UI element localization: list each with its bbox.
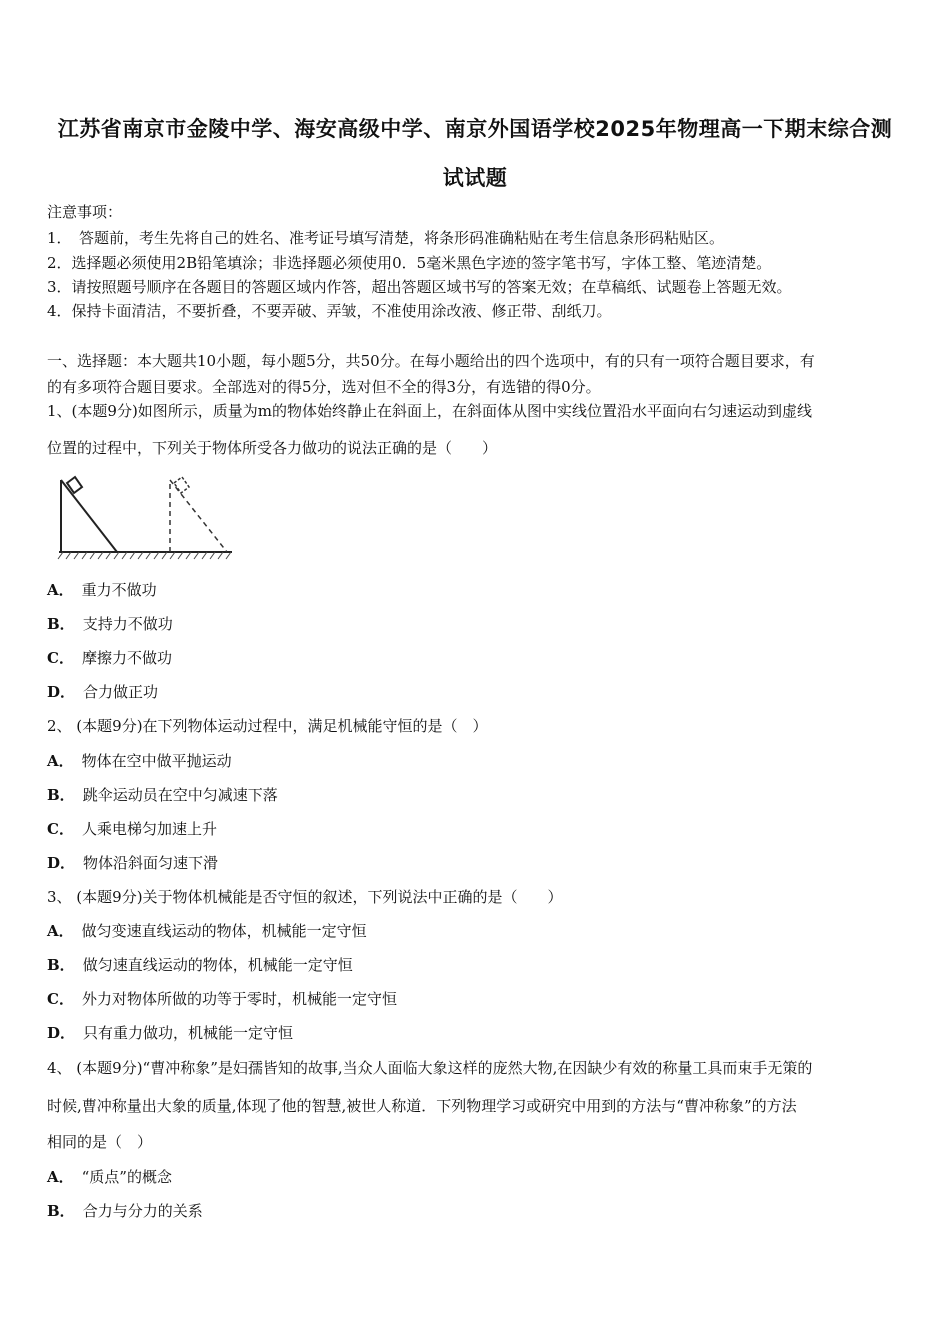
q1-stem-line-1: 1、(本题9分)如图所示，质量为m的物体始终静止在斜面上，在斜面体从图中实线位置沿水平面向右匀速运动到虚线 (47, 402, 813, 420)
q4-stem-line-1: 4、 (本题9分)“曹冲称象”是妇孺皆知的故事,当众人面临大象这样的庞然大物,在因缺少有效的称量工具而束手无策的 (47, 1059, 813, 1077)
q2-option-a: A． 物体在空中做平抛运动 (47, 752, 232, 770)
notice-item-3: 3．请按照题号顺序在各题目的答题区域内作答，超出答题区域书写的答案无效；在草稿纸、试题卷上答题无效。 (47, 278, 792, 296)
notice-heading: 注意事项： (47, 203, 123, 221)
q4-stem-line-3: 相同的是（ ） (47, 1133, 153, 1151)
notice-item-4: 4．保持卡面清洁，不要折叠，不要弄破、弄皱，不准使用涂改液、修正带、刮纸刀。 (47, 302, 612, 320)
section-intro-line-1: 一、选择题：本大题共10小题，每小题5分，共50分。在每小题给出的四个选项中，有的只有一项符合题目要求，有 (47, 352, 815, 370)
q4-option-a: A． “质点”的概念 (47, 1168, 172, 1186)
q2-option-c: C． 人乘电梯匀加速上升 (47, 820, 217, 838)
q3-option-b: B． 做匀速直线运动的物体，机械能一定守恒 (47, 956, 353, 974)
notice-item-1: 1． 答题前，考生先将自己的姓名、准考证号填写清楚，将条形码准确粘贴在考生信息条形码粘贴区。 (47, 229, 725, 247)
exam-title-line-1: 江苏省南京市金陵中学、海安高级中学、南京外国语学校2025年物理高一下期末综合测 (57, 117, 893, 141)
q3-option-a: A． 做匀变速直线运动的物体，机械能一定守恒 (47, 922, 367, 940)
q1-option-a: A． 重力不做功 (47, 581, 157, 599)
q1-option-b: B． 支持力不做功 (47, 615, 173, 633)
q1-stem-line-2: 位置的过程中，下列关于物体所受各力做功的说法正确的是（ ） (47, 439, 498, 457)
q1-option-d: D． 合力做正功 (47, 683, 159, 701)
q3-option-c: C． 外力对物体所做的功等于零时，机械能一定守恒 (47, 990, 397, 1008)
q3-stem: 3、 (本题9分)关于物体机械能是否守恒的叙述，下列说法中正确的是（ ） (47, 888, 563, 906)
notice-item-2: 2．选择题必须使用2B铅笔填涂；非选择题必须使用0．5毫米黑色字迹的签字笔书写，字体工整、笔迹清楚。 (47, 254, 772, 272)
section-intro-line-2: 的有多项符合题目要求。全部选对的得5分，选对但不全的得3分，有选错的得0分。 (47, 378, 601, 396)
q3-option-d: D． 只有重力做功，机械能一定守恒 (47, 1024, 294, 1042)
exam-title-line-2: 试试题 (442, 166, 508, 190)
q1-option-c: C． 摩擦力不做功 (47, 649, 172, 667)
incline-figure (47, 470, 237, 565)
q4-stem-line-2: 时候,曹冲称量出大象的质量,体现了他的智慧,被世人称道．下列物理学习或研究中用到的方法与“曹冲称象”的方法 (47, 1097, 797, 1115)
q2-stem: 2、 (本题9分)在下列物体运动过程中，满足机械能守恒的是（ ） (47, 717, 488, 735)
q2-option-b: B． 跳伞运动员在空中匀减速下落 (47, 786, 278, 804)
q2-option-d: D． 物体沿斜面匀速下滑 (47, 854, 219, 872)
q4-option-b: B． 合力与分力的关系 (47, 1202, 203, 1220)
